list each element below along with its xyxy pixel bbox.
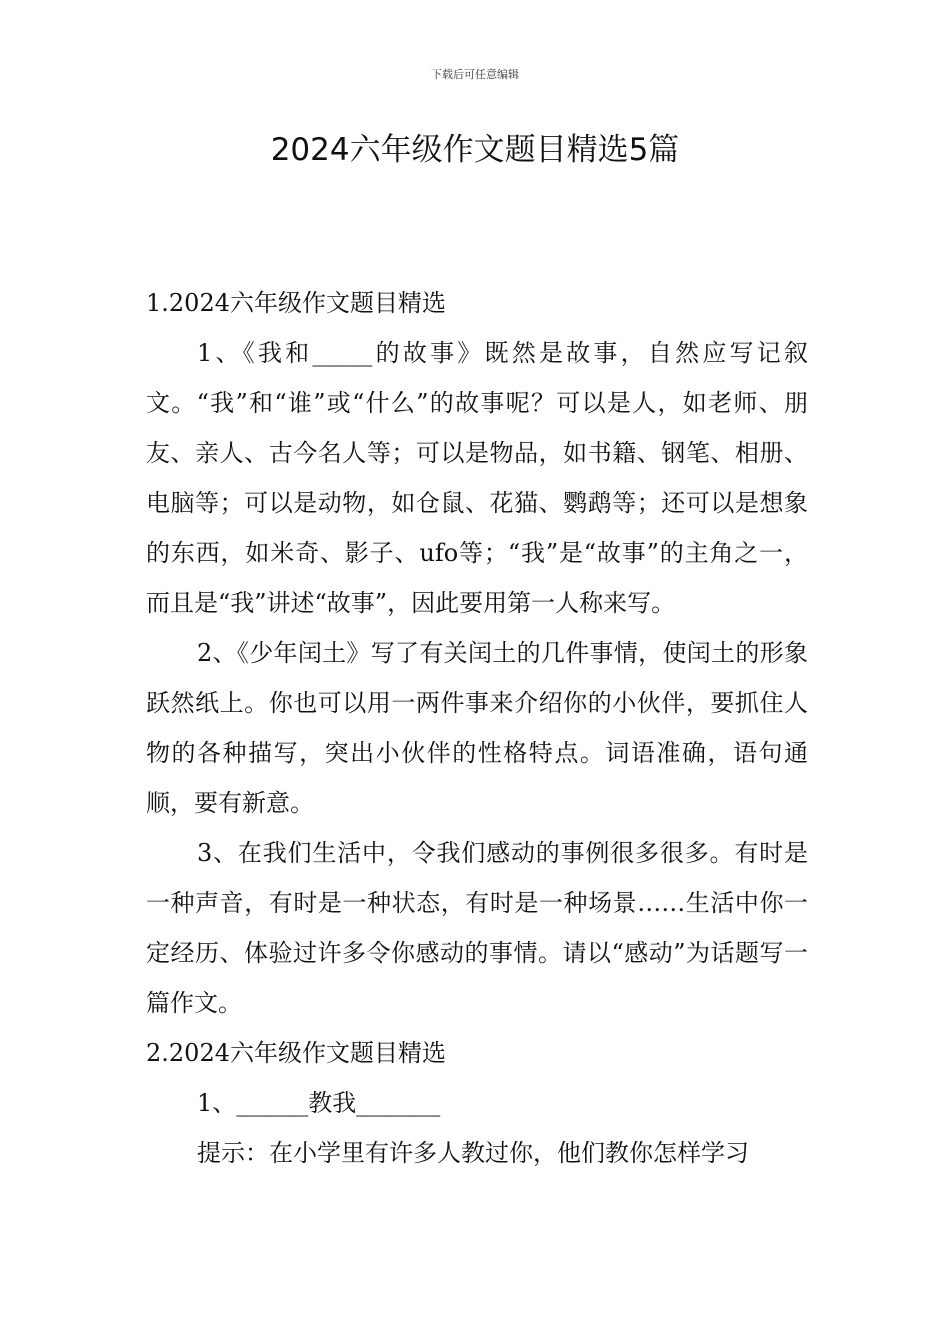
section-2-item-1: 1、______教我_______: [197, 1089, 441, 1117]
page-header-note: 下载后可任意编辑: [431, 68, 519, 81]
section-2-hint: 提示：在小学里有许多人教过你，他们教你怎样学习: [197, 1139, 749, 1167]
section-heading-1: 1.2024六年级作文题目精选: [146, 289, 446, 317]
section-1-paragraph-2: 2、《少年闰土》写了有关闰土的几件事情，使闰土的形象跃然纸上。你也可以用一两件事来介绍你的小伙伴，要抓住人物的各种描写，突出小伙伴的性格特点。词语准确，语句通顺，要有新意。: [146, 639, 808, 817]
section-heading-2: 2.2024六年级作文题目精选: [146, 1039, 446, 1067]
section-1-paragraph-1: 1、《我和_____的故事》既然是故事，自然应写记叙文。“我”和“谁”或“什么”的故事呢？可以是人，如老师、朋友、亲人、古今名人等；可以是物品，如书籍、钢笔、相册、电脑等；可以是动物，如仓鼠、花猫、鹦鹉等；还可以是想象的东西，如米奇、影子、ufo等；“我”是“故事”的主角之一，而且是“我”讲述“故事”，因此要用第一人称来写。: [146, 339, 808, 617]
document-title: 2024六年级作文题目精选5篇: [270, 132, 680, 168]
document-body: [146, 278, 808, 1178]
section-1-paragraph-3: 3、在我们生活中，令我们感动的事例很多很多。有时是一种声音，有时是一种状态，有时是一种场景……生活中你一定经历、体验过许多令你感动的事情。请以“感动”为话题写一篇作文。: [146, 839, 808, 1017]
